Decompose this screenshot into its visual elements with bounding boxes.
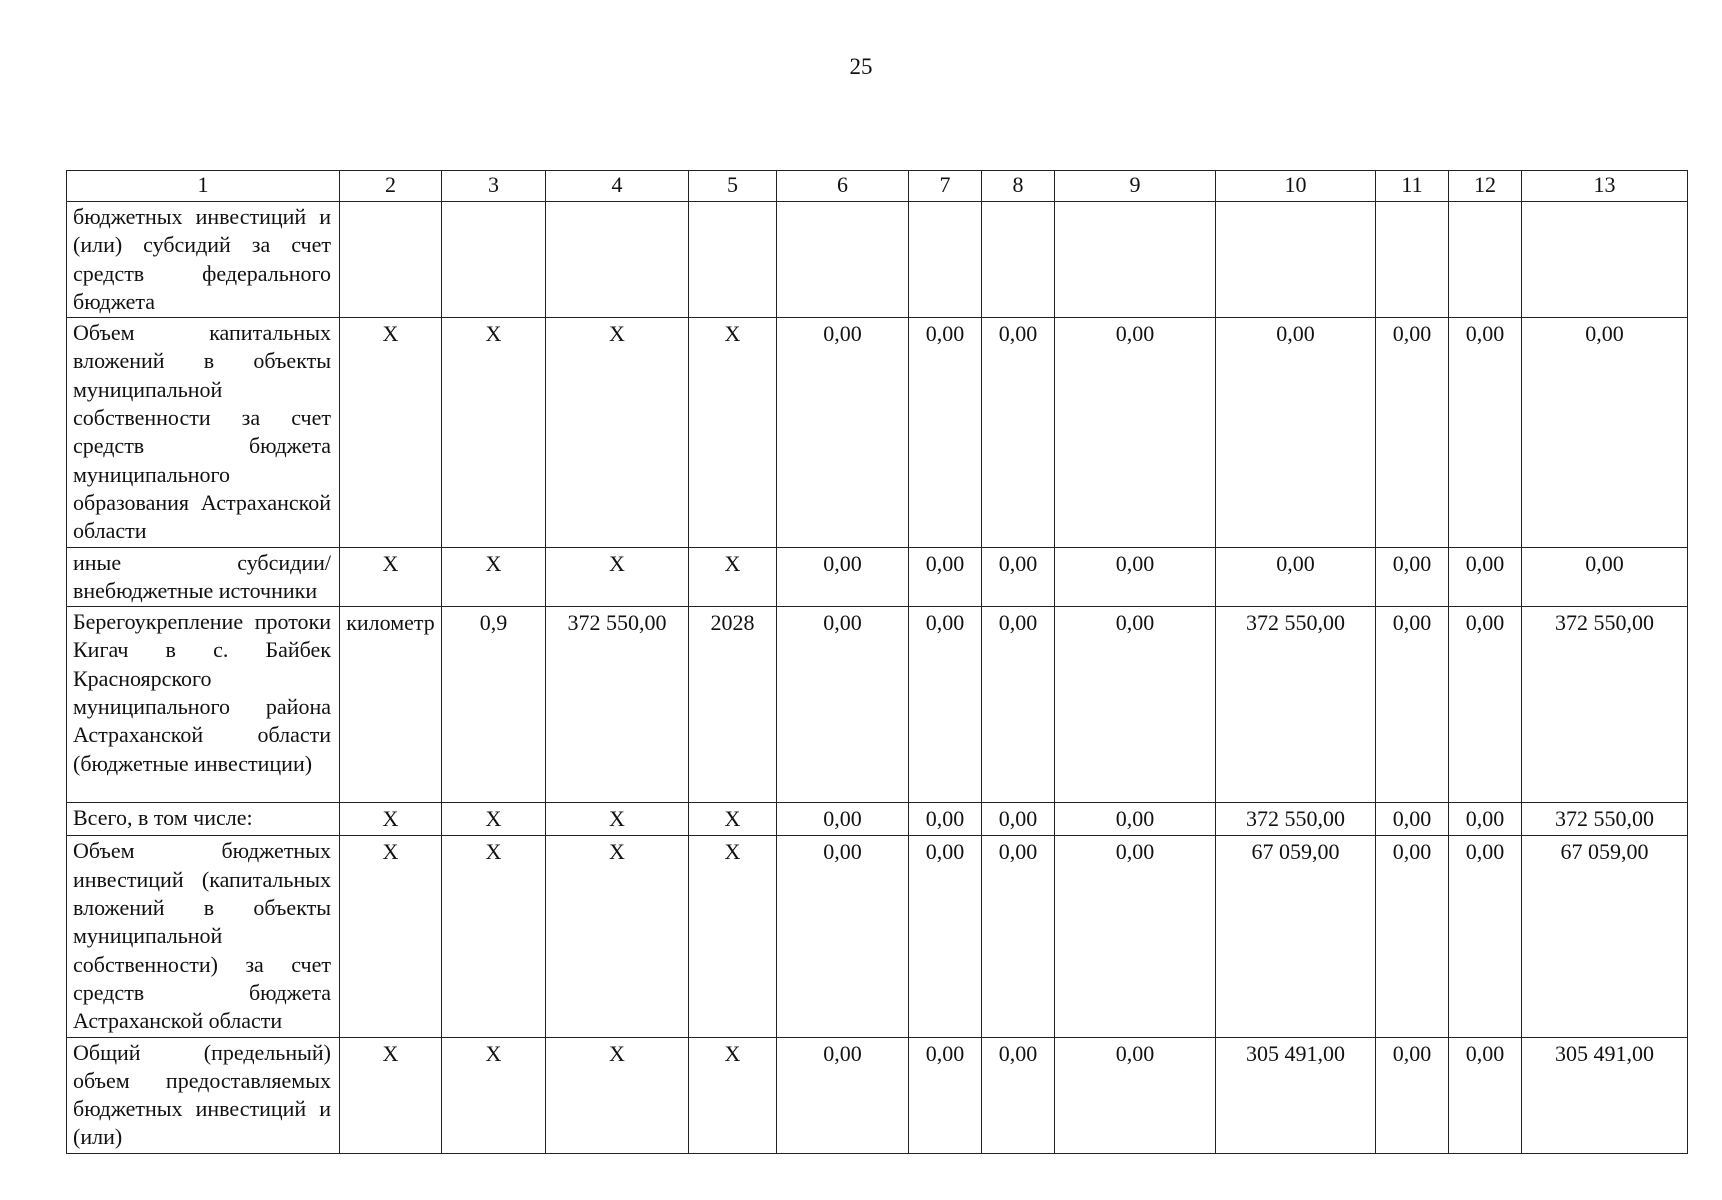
table-cell: 0,00 xyxy=(1522,547,1688,607)
table-cell: 2028 xyxy=(689,607,777,803)
table-cell: 0,00 xyxy=(1055,836,1216,1037)
table-cell: километр xyxy=(340,607,442,803)
table-cell: 0,00 xyxy=(1449,836,1522,1037)
table-cell: X xyxy=(689,803,777,836)
table-cell: 0,00 xyxy=(777,803,909,836)
table-cell: X xyxy=(546,547,689,607)
table-cell: X xyxy=(442,803,546,836)
table-cell: X xyxy=(689,836,777,1037)
column-header: 12 xyxy=(1449,171,1522,202)
table-cell xyxy=(777,202,909,318)
table-cell: 305 491,00 xyxy=(1216,1037,1376,1153)
column-header: 7 xyxy=(909,171,982,202)
table-cell: X xyxy=(340,318,442,547)
table-cell: X xyxy=(442,1037,546,1153)
column-header: 4 xyxy=(546,171,689,202)
table-cell: 0,00 xyxy=(982,836,1055,1037)
column-header: 10 xyxy=(1216,171,1376,202)
table-cell xyxy=(1522,202,1688,318)
table-cell xyxy=(1055,202,1216,318)
table-cell xyxy=(1449,202,1522,318)
table-cell: 372 550,00 xyxy=(546,607,689,803)
table-cell xyxy=(982,202,1055,318)
table-cell: 0,00 xyxy=(1449,547,1522,607)
table-cell: 372 550,00 xyxy=(1216,607,1376,803)
table-cell: 0,00 xyxy=(777,836,909,1037)
column-header: 2 xyxy=(340,171,442,202)
table-cell: X xyxy=(340,803,442,836)
table-cell: 0,00 xyxy=(1376,803,1449,836)
table-cell: 0,00 xyxy=(1055,547,1216,607)
row-label: бюджетных инвестиций и (или) субсидий за счет средств федерального бюджета xyxy=(67,202,340,318)
table-cell: 0,00 xyxy=(982,318,1055,547)
table-cell: 67 059,00 xyxy=(1522,836,1688,1037)
table-cell: 0,00 xyxy=(909,607,982,803)
column-header: 6 xyxy=(777,171,909,202)
table-cell: 305 491,00 xyxy=(1522,1037,1688,1153)
table-row xyxy=(67,607,1688,803)
table-cell: 372 550,00 xyxy=(1522,803,1688,836)
column-header: 13 xyxy=(1522,171,1688,202)
table-row xyxy=(67,836,1688,1037)
table-cell: 0,00 xyxy=(1055,803,1216,836)
table-cell xyxy=(1376,202,1449,318)
column-header: 8 xyxy=(982,171,1055,202)
table-row xyxy=(67,318,1688,547)
row-label: Берегоукрепление протоки Кигач в с. Байбек Красноярского муниципального района Астраханской области (бюджетные инвестиции) xyxy=(67,607,340,803)
table-cell: 0,00 xyxy=(1055,1037,1216,1153)
table-cell: 0,00 xyxy=(1055,607,1216,803)
table-cell: 0,00 xyxy=(982,607,1055,803)
table-cell: X xyxy=(546,1037,689,1153)
table-row xyxy=(67,547,1688,607)
table-cell: 67 059,00 xyxy=(1216,836,1376,1037)
table-cell: X xyxy=(340,547,442,607)
table-cell xyxy=(546,202,689,318)
column-header: 3 xyxy=(442,171,546,202)
column-header: 11 xyxy=(1376,171,1449,202)
table-cell: 0,00 xyxy=(1376,318,1449,547)
table-cell: X xyxy=(340,1037,442,1153)
column-header: 9 xyxy=(1055,171,1216,202)
table-cell xyxy=(909,202,982,318)
table-cell: X xyxy=(340,836,442,1037)
table-cell: 0,00 xyxy=(1449,803,1522,836)
table-cell: 372 550,00 xyxy=(1522,607,1688,803)
page-number: 25 xyxy=(849,54,873,79)
column-header: 5 xyxy=(689,171,777,202)
table-row xyxy=(67,202,1688,318)
table-cell: 0,00 xyxy=(1216,547,1376,607)
table-cell: 0,00 xyxy=(1522,318,1688,547)
table-cell: 0,00 xyxy=(777,607,909,803)
header-row xyxy=(67,171,1688,202)
table-cell: 0,9 xyxy=(442,607,546,803)
table-cell: 372 550,00 xyxy=(1216,803,1376,836)
table-cell: 0,00 xyxy=(909,547,982,607)
table-cell: 0,00 xyxy=(1449,607,1522,803)
table-cell: 0,00 xyxy=(1376,836,1449,1037)
budget-table xyxy=(66,170,1688,1154)
table-cell: 0,00 xyxy=(909,836,982,1037)
table-cell: 0,00 xyxy=(777,318,909,547)
table-cell: 0,00 xyxy=(777,547,909,607)
table-cell: X xyxy=(689,547,777,607)
table-cell xyxy=(340,202,442,318)
table-cell: 0,00 xyxy=(1376,1037,1449,1153)
table-cell: X xyxy=(689,318,777,547)
table-row xyxy=(67,803,1688,836)
table-cell: X xyxy=(546,803,689,836)
table-cell: 0,00 xyxy=(1055,318,1216,547)
table-cell: 0,00 xyxy=(777,1037,909,1153)
table-cell xyxy=(442,202,546,318)
table-cell: 0,00 xyxy=(982,803,1055,836)
table-cell: 0,00 xyxy=(1449,318,1522,547)
row-label: Общий (предельный) объем предоставляемых бюджетных инвестиций и (или) xyxy=(67,1037,340,1153)
table-cell: X xyxy=(546,836,689,1037)
row-label: Всего, в том числе: xyxy=(67,803,340,836)
row-label: Объем бюджетных инвестиций (капитальных вложений в объекты муниципальной собственности) за счет средств бюджета Астраханской области xyxy=(67,836,340,1037)
table-cell: 0,00 xyxy=(909,803,982,836)
table-cell: 0,00 xyxy=(1376,607,1449,803)
column-header: 1 xyxy=(67,171,340,202)
table-row xyxy=(67,1037,1688,1153)
table-cell xyxy=(689,202,777,318)
table-cell: X xyxy=(546,318,689,547)
table-cell: 0,00 xyxy=(982,1037,1055,1153)
table-cell: X xyxy=(442,836,546,1037)
table-cell: X xyxy=(442,318,546,547)
table-cell: 0,00 xyxy=(1449,1037,1522,1153)
row-label: Объем капитальных вложений в объекты муниципальной собственности за счет средств бюджета муниципального образования Астраханской области xyxy=(67,318,340,547)
table-cell: 0,00 xyxy=(909,318,982,547)
table-cell: X xyxy=(689,1037,777,1153)
table-cell: 0,00 xyxy=(1216,318,1376,547)
table-cell xyxy=(1216,202,1376,318)
table-cell: X xyxy=(442,547,546,607)
table-cell: 0,00 xyxy=(909,1037,982,1153)
table-cell: 0,00 xyxy=(1376,547,1449,607)
row-label: иные субсидии/ внебюджетные источники xyxy=(67,547,340,607)
table-cell: 0,00 xyxy=(982,547,1055,607)
